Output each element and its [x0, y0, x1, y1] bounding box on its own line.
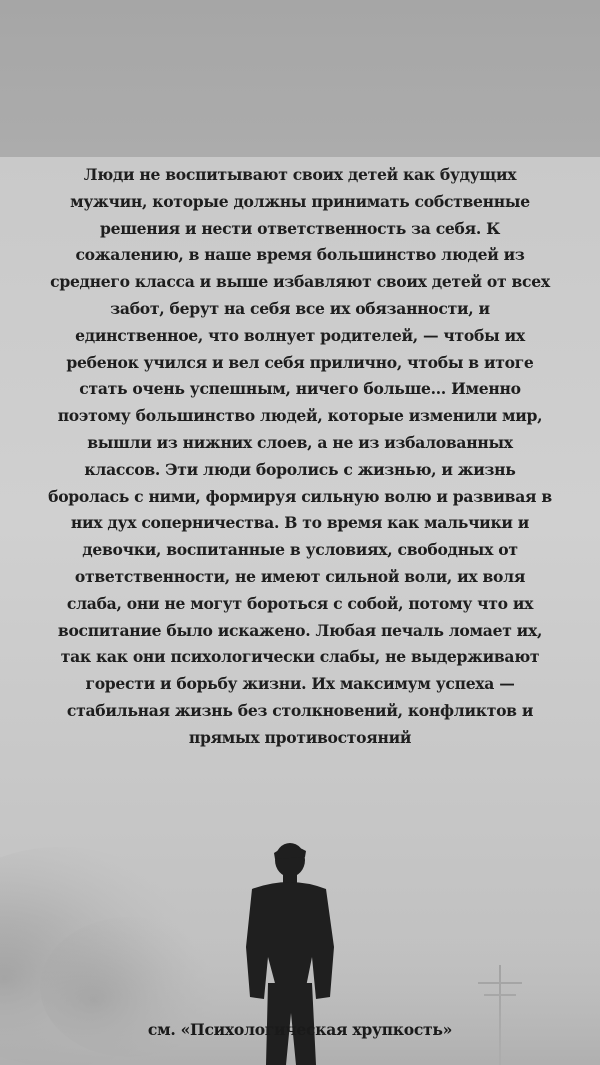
quote-line: стать очень успешным, ничего больше… Именно: [79, 379, 521, 399]
quote-line: боролась с ними, формируя сильную волю и развивая в: [48, 486, 552, 506]
quote-line: слаба, они не могут бороться с собой, потому что их: [66, 593, 534, 613]
quote-line: решения и нести ответственность за себя. К: [100, 218, 500, 238]
quote-line: сожалению, в наше время большинство людей из: [75, 245, 525, 265]
quote-line: классов. Эти люди боролись с жизнью, и жизнь: [84, 459, 516, 479]
source-caption: см. «Психологическая хрупкость»: [147, 1020, 453, 1039]
quote-line: единственное, что волнует родителей, — чтобы их: [75, 325, 525, 345]
quote-line: ребенок учился и вел себя прилично, чтобы в итоге: [66, 352, 534, 372]
quote-line: вышли из нижних слоев, а не из избалованных: [87, 432, 513, 452]
quote-line: поэтому большинство людей, которые изменили мир,: [57, 406, 543, 426]
quote-line: Люди не воспитывают своих детей как будущих: [83, 165, 517, 184]
quote-line: воспитание было искажено. Любая печаль ломает их,: [57, 620, 543, 640]
quote-text: [24, 162, 576, 752]
top-gray-band: [0, 0, 600, 157]
quote-line: среднего класса и выше избавляют своих детей от всех: [50, 272, 550, 292]
quote-line: девочки, воспитанные в условиях, свободных от: [82, 540, 518, 560]
quote-line: забот, берут на себя все их обязанности, и: [110, 298, 490, 318]
quote-line: мужчин, которые должны принимать собственные: [70, 191, 530, 211]
quote-line: ответственности, не имеют сильной воли, их воля: [74, 566, 526, 586]
quote-line: прямых противостояний: [188, 727, 412, 747]
quote-line: стабильная жизнь без столкновений, конфликтов и: [66, 700, 534, 720]
quote-line: горести и борьбу жизни. Их максимум успеха —: [85, 674, 515, 694]
quote-line: них дух соперничества. В то время как мальчики и: [70, 513, 530, 533]
quote-line: так как они психологически слабы, не выдерживают: [60, 647, 540, 667]
